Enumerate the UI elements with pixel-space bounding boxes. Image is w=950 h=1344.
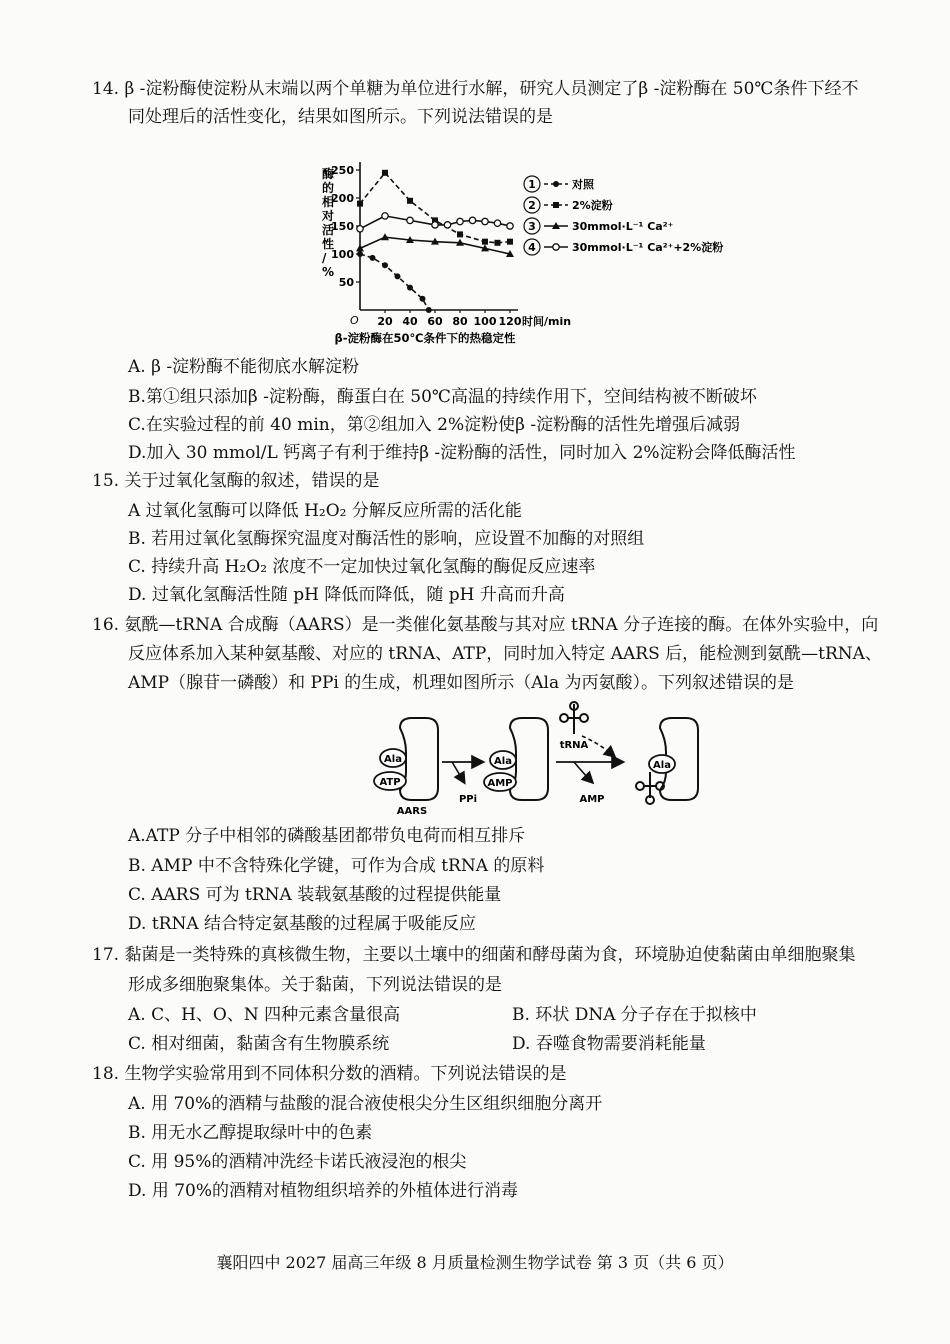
q17-option-a: A. C、H、O、N 四种元素含量很高 xyxy=(128,1005,401,1025)
y-tick-label: 100 xyxy=(331,248,354,261)
q15-option-d: D. 过氧化氢酶活性随 pH 降低而降低，随 pH 升高而升高 xyxy=(128,585,565,605)
q17-stem-line1: 17. 黏菌是一类特殊的真核微生物，主要以土壤中的细菌和酵母菌为食，环境胁迫使黏菌由单细胞聚集 xyxy=(92,945,856,965)
legend-number: 4 xyxy=(528,241,536,254)
bound-trna-icon xyxy=(636,772,664,804)
q15-option-a: A 过氧化氢酶可以降低 H₂O₂ 分解反应所需的活化能 xyxy=(128,501,522,521)
data-point-4 xyxy=(407,217,413,223)
data-point-1 xyxy=(407,285,413,291)
x-axis-label: 时间/min xyxy=(522,315,572,328)
q17-option-c: C. 相对细菌，黏菌含有生物膜系统 xyxy=(128,1034,390,1054)
y-tick-label: 150 xyxy=(331,220,354,233)
trna-label: tRNA xyxy=(559,740,589,751)
data-point-1 xyxy=(395,273,401,279)
q15-option-b: B. 若用过氧化氢酶探究温度对酶活性的影响，应设置不加酶的对照组 xyxy=(128,529,645,549)
legend-marker xyxy=(553,202,559,208)
y-tick-label: 250 xyxy=(331,164,354,177)
trna-cloverleaf-icon xyxy=(560,702,588,734)
chart-title: β-淀粉酶在50℃条件下的热稳定性 xyxy=(334,331,516,345)
origin-label: O xyxy=(350,314,359,327)
q16-stem-line3: AMP（腺苷一磷酸）和 PPi 的生成，机理如图所示（Ala 为丙氨酸）。下列叙述错误的是 xyxy=(128,673,794,693)
q14-chart xyxy=(300,138,760,353)
data-point-2 xyxy=(457,231,463,237)
data-point-1 xyxy=(426,307,432,313)
x-tick-label: 40 xyxy=(402,315,418,328)
q14-stem-line1: 14. β -淀粉酶使淀粉从末端以两个单糖为单位进行水解，研究人员测定了β -淀粉酶在 50℃条件下经不 xyxy=(92,79,859,99)
q18-option-c: C. 用 95%的酒精冲洗经卡诺氏液浸泡的根尖 xyxy=(128,1152,467,1172)
data-point-4 xyxy=(432,222,438,228)
legend-label-3: 30mmol·L⁻¹ Ca²⁺ xyxy=(572,220,674,233)
data-point-2 xyxy=(382,170,388,176)
data-point-2 xyxy=(495,240,501,246)
q15-option-c: C. 持续升高 H₂O₂ 浓度不一定加快过氧化氢酶的酶促反应速率 xyxy=(128,557,596,577)
aars-label: AARS xyxy=(396,806,428,817)
data-point-4 xyxy=(357,226,363,232)
q16-option-d: D. tRNA 结合特定氨基酸的过程属于吸能反应 xyxy=(128,914,477,934)
data-point-4 xyxy=(457,218,463,224)
legend-label-4: 30mmol·L⁻¹ Ca²⁺+2%淀粉 xyxy=(572,241,724,254)
q14-option-d: D.加入 30 mmol/L 钙离子有利于维持β -淀粉酶的活性，同时加入 2%淀粉会降低酶活性 xyxy=(128,443,796,463)
data-point-4 xyxy=(382,213,388,219)
legend-number: 1 xyxy=(528,178,536,191)
q17-option-d: D. 吞噬食物需要消耗能量 xyxy=(512,1034,706,1054)
legend-label-2: 2%淀粉 xyxy=(572,199,613,212)
data-point-4 xyxy=(507,223,513,229)
q16-stem-line1: 16. 氨酰—tRNA 合成酶（AARS）是一类催化氨基酸与其对应 tRNA 分子连接的酶。在体外实验中，向 xyxy=(92,615,879,635)
y-axis-label: 酶的相对活性/ % xyxy=(322,167,335,279)
q15-stem: 15. 关于过氧化氢酶的叙述，错误的是 xyxy=(92,471,380,491)
legend-label-1: 对照 xyxy=(572,178,594,191)
data-point-4 xyxy=(482,218,488,224)
q16-stem-line2: 反应体系加入某种氨基酸、对应的 tRNA、ATP，同时加入特定 AARS 后，能检测到氨酰—tRNA、 xyxy=(128,644,882,664)
q14-stem-line2: 同处理后的活性变化，结果如图所示。下列说法错误的是 xyxy=(128,107,553,127)
x-tick-label: 20 xyxy=(377,315,393,328)
q18-stem: 18. 生物学实验常用到不同体积分数的酒精。下列说法错误的是 xyxy=(92,1064,567,1084)
q18-option-b: B. 用无水乙醇提取绿叶中的色素 xyxy=(128,1123,373,1143)
series-line-1 xyxy=(360,254,429,310)
ala-label-3: Ala xyxy=(653,760,671,771)
q14-option-a: A. β -淀粉酶不能彻底水解淀粉 xyxy=(128,357,360,377)
atp-label: ATP xyxy=(379,777,401,788)
legend-number: 3 xyxy=(528,220,536,233)
ala-label-2: Ala xyxy=(494,756,512,767)
data-point-1 xyxy=(357,251,363,257)
q16-option-c: C. AARS 可为 tRNA 装载氨基酸的过程提供能量 xyxy=(128,885,502,905)
data-point-1 xyxy=(420,296,426,302)
q17-option-b: B. 环状 DNA 分子存在于拟核中 xyxy=(512,1005,757,1025)
data-point-2 xyxy=(507,239,513,245)
data-point-1 xyxy=(382,262,388,268)
x-tick-label: 120 xyxy=(498,315,522,328)
data-point-2 xyxy=(482,239,488,245)
legend-marker xyxy=(553,181,559,187)
legend-number: 2 xyxy=(528,199,536,212)
page-footer: 襄阳四中 2027 届高三年级 8 月质量检测生物学试卷 第 3 页（共 6 页） xyxy=(216,1253,734,1272)
x-tick-label: 60 xyxy=(427,315,443,328)
q14-option-b: B.第①组只添加β -淀粉酶，酶蛋白在 50℃高温的持续作用下，空间结构被不断破坏 xyxy=(128,387,757,407)
ala-label-1: Ala xyxy=(384,754,402,765)
data-point-4 xyxy=(444,222,450,228)
q18-option-a: A. 用 70%的酒精与盐酸的混合液使根尖分生区组织细胞分离开 xyxy=(128,1094,603,1114)
data-point-1 xyxy=(370,255,376,261)
ppi-label: PPi xyxy=(458,794,478,805)
q14-option-c: C.在实验过程的前 40 min，第②组加入 2%淀粉使β -淀粉酶的活性先增强后减弱 xyxy=(128,415,741,435)
series-line-2 xyxy=(360,173,510,243)
amp-out-label: AMP xyxy=(579,794,605,805)
q18-option-d: D. 用 70%的酒精对植物组织培养的外植体进行消毒 xyxy=(128,1181,519,1201)
data-point-2 xyxy=(357,201,363,207)
q16-option-b: B. AMP 中不含特殊化学键，可作为合成 tRNA 的原料 xyxy=(128,856,545,876)
data-point-2 xyxy=(407,198,413,204)
x-tick-label: 100 xyxy=(473,315,497,328)
data-point-4 xyxy=(469,217,475,223)
legend-marker xyxy=(553,244,559,250)
y-tick-label: 200 xyxy=(331,192,354,205)
y-tick-label: 50 xyxy=(338,276,354,289)
amp-label: AMP xyxy=(487,778,513,789)
data-point-4 xyxy=(494,220,500,226)
data-point-3 xyxy=(381,233,389,240)
q16-mechanism-diagram xyxy=(360,700,720,820)
q17-stem-line2: 形成多细胞聚集体。关于黏菌，下列说法错误的是 xyxy=(128,975,502,995)
q16-option-a: A.ATP 分子中相邻的磷酸基团都带负电荷而相互排斥 xyxy=(128,826,526,846)
x-tick-label: 80 xyxy=(452,315,468,328)
